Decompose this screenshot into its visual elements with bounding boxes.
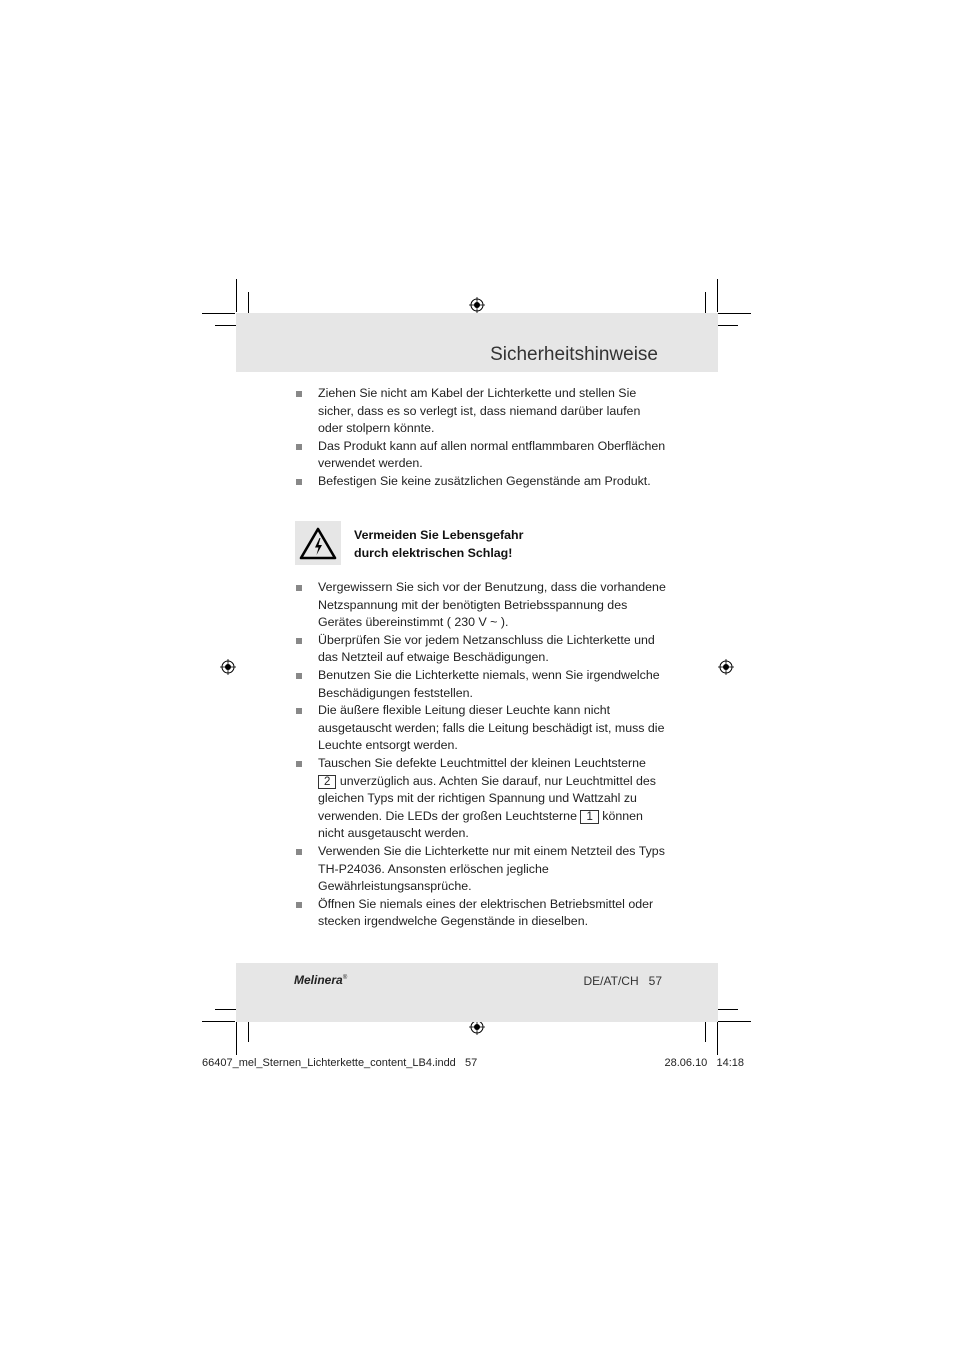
bullet-icon — [296, 708, 302, 714]
list-item: Überprüfen Sie vor jedem Netzanschluss die Lichterkette und das Netzteil auf etwaige Beschädigungen. — [296, 632, 666, 667]
list-item: Vergewissern Sie sich vor der Benutzung, dass die vorhandene Netzspannung mit der benötigten Betriebsspannung des Gerätes übereinstimmt ( 230 V ~ ). — [296, 579, 666, 632]
bullet-icon — [296, 585, 302, 591]
warning-heading — [354, 526, 523, 562]
electric-shock-warning-icon — [295, 521, 341, 565]
safety-list-general — [296, 385, 666, 491]
bullet-icon — [296, 391, 302, 397]
footer-band — [236, 963, 718, 1022]
page-info — [584, 974, 663, 988]
crop-mark — [236, 279, 237, 312]
crop-mark — [718, 1021, 751, 1022]
crop-mark — [202, 313, 235, 314]
bullet-icon — [296, 761, 302, 767]
bullet-icon — [296, 849, 302, 855]
crop-mark — [236, 1022, 237, 1055]
bullet-icon — [296, 673, 302, 679]
list-item: Das Produkt kann auf allen normal entflammbaren Oberflächen verwendet werden. — [296, 438, 666, 473]
crop-mark — [202, 1021, 235, 1022]
part-reference-2: 2 — [318, 775, 336, 789]
list-item: Öffnen Sie niemals eines der elektrischen Betriebsmittel oder stecken irgendwelche Gegenstände in dieselben. — [296, 896, 666, 931]
print-slug-datetime: 28.06.10 14:18 — [664, 1057, 744, 1069]
print-slug-file: 66407_mel_Sternen_Lichterkette_content_LB4.indd 57 — [202, 1057, 478, 1069]
warning-icon-box — [295, 521, 341, 565]
region-label: DE/AT/CH — [583, 974, 639, 988]
crop-mark — [717, 279, 718, 312]
registration-mark-icon — [718, 659, 734, 675]
warning-line-1: Vermeiden Sie Lebensgefahr — [354, 528, 524, 542]
part-reference-1: 1 — [580, 810, 598, 824]
crop-mark — [717, 1022, 718, 1055]
warning-line-2: durch elektrischen Schlag! — [354, 546, 513, 560]
bullet-icon — [296, 902, 302, 908]
page-title: Sicherheitshinweise — [490, 344, 658, 365]
page-number: 57 — [648, 974, 662, 988]
list-item: Befestigen Sie keine zusätzlichen Gegenstände am Produkt. — [296, 473, 666, 491]
list-item: Tauschen Sie defekte Leuchtmittel der kleinen Leuchtsterne 2 unverzüglich aus. Achten Sie darauf, nur Leuchtmittel des gleichen Typs mit der richtigen Spannung und Wattzahl zu verwenden. Die LEDs der großen Leuchtsterne 1 können nicht ausgetauscht werden. — [296, 755, 666, 843]
bullet-icon — [296, 479, 302, 485]
registration-mark-icon — [220, 659, 236, 675]
crop-mark — [718, 313, 751, 314]
list-item: Die äußere flexible Leitung dieser Leuchte kann nicht ausgetauscht werden; falls die Leitung beschädigt ist, muss die Leuchte entsorgt werden. — [296, 702, 666, 755]
registration-mark-icon — [469, 297, 485, 313]
registered-mark: ® — [342, 975, 348, 981]
bullet-icon — [296, 444, 302, 450]
safety-list-electrical — [296, 579, 666, 931]
list-item: Ziehen Sie nicht am Kabel der Lichterkette und stellen Sie sicher, dass es so verlegt ist, dass niemand darüber laufen oder stolpern könnte. — [296, 385, 666, 438]
brand-logo: Melinera® — [294, 973, 348, 987]
list-item: Verwenden Sie die Lichterkette nur mit einem Netzteil des Typs TH-P24036. Ansonsten erlöschen jegliche Gewährleistungsansprüche. — [296, 843, 666, 896]
bullet-icon — [296, 638, 302, 644]
list-item: Benutzen Sie die Lichterkette niemals, wenn Sie irgendwelche Beschädigungen feststellen. — [296, 667, 666, 702]
